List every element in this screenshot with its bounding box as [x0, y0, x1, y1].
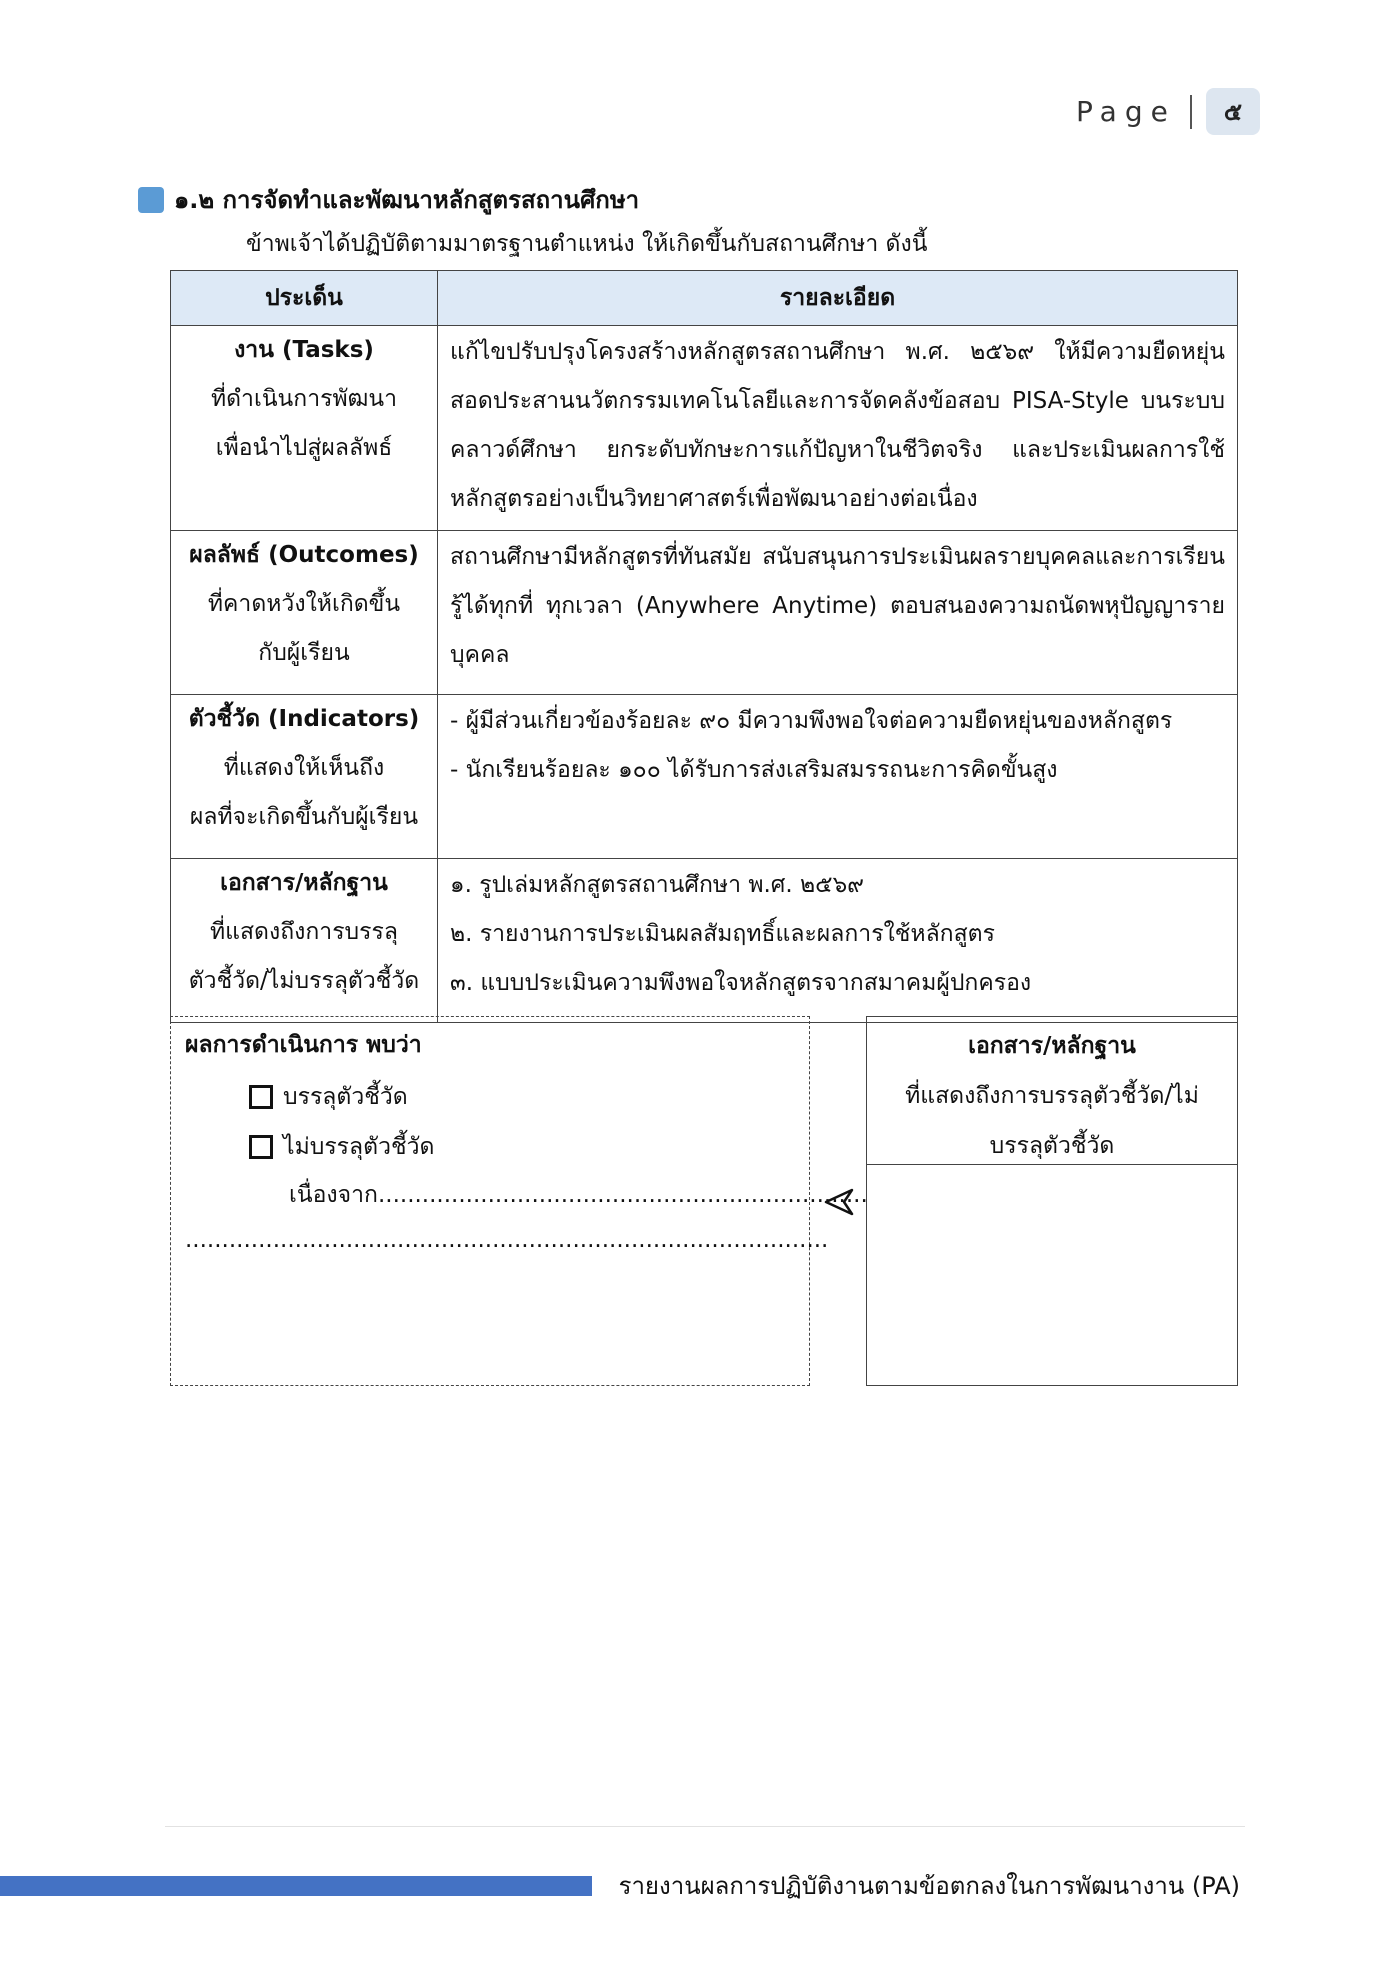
detail-item: ๑. รูปเล่มหลักสูตรสถานศึกษา พ.ศ. ๒๕๖๙: [450, 872, 865, 898]
evidence-header: [867, 1017, 1237, 1165]
topic-cell: [171, 859, 438, 1023]
option-not-achieved[interactable]: [249, 1129, 434, 1165]
reason-continuation-field[interactable]: ........................................................................................: [185, 1227, 829, 1253]
table-row-outcomes: [171, 531, 1238, 695]
topic-line: ตัวชี้วัด/ไม่บรรลุตัวชี้วัด: [188, 968, 420, 994]
footer-accent-bar: [0, 1876, 592, 1896]
detail-item: - นักเรียนร้อยละ ๑๐๐ ได้รับการส่งเสริมสมรรถนะการคิดขั้นสูง: [450, 757, 1058, 783]
topic-line: ผลที่จะเกิดขึ้นกับผู้เรียน: [189, 804, 419, 830]
section-title: [138, 180, 639, 219]
section-bullet-icon: [138, 187, 164, 213]
evidence-subtitle-line: บรรลุตัวชี้วัด: [989, 1133, 1115, 1159]
topic-line: ที่แสดงถึงการบรรลุ: [210, 919, 398, 945]
topic-line: กับผู้เรียน: [258, 640, 350, 666]
evidence-box: [866, 1016, 1238, 1386]
result-title: ผลการดำเนินการ พบว่า: [185, 1032, 422, 1058]
result-box: [170, 1016, 868, 1386]
table-row-indicators: [171, 695, 1238, 859]
topic-cell: [171, 326, 438, 531]
detail-cell: [438, 859, 1238, 1023]
topic-cell: [171, 695, 438, 859]
section-title-text: ๑.๒ การจัดทำและพัฒนาหลักสูตรสถานศึกษา: [174, 186, 640, 214]
topic-title: ตัวชี้วัด (Indicators): [188, 706, 420, 732]
detail-cell: [438, 326, 1238, 531]
arrow-left-icon: [824, 1186, 854, 1226]
achieved-label: บรรลุตัวชี้วัด: [283, 1084, 408, 1110]
evidence-subtitle-line: ที่แสดงถึงการบรรลุตัวชี้วัด/ไม่: [905, 1083, 1199, 1109]
detail-text: แก้ไขปรับปรุงโครงสร้างหลักสูตรสถานศึกษา พ.ศ. ๒๕๖๙ ให้มีความยืดหยุ่น สอดประสานนวัตกรรมเทคโนโลยีและการจัดคลังข้อสอบ PISA-Style บนระบบคลาวด์ศึกษา ยกระดับทักษะการแก้ปัญหาในชีวิตจริง และประเมินผลการใช้หลักสูตรอย่างเป็นวิทยาศาสตร์เพื่อพัฒนาอย่างต่อเนื่อง: [450, 339, 1225, 512]
table-row-evidence: [171, 859, 1238, 1023]
column-header-topic: ประเด็น: [171, 271, 438, 326]
detail-cell: [438, 531, 1238, 695]
topic-title: งาน (Tasks): [234, 337, 374, 363]
section-intro: ข้าพเจ้าได้ปฏิบัติตามมาตรฐานตำแหน่ง ให้เกิดขึ้นกับสถานศึกษา ดังนี้: [246, 231, 928, 257]
page-header: [1076, 88, 1260, 135]
reason-field[interactable]: เนื่องจาก...................................................................: [289, 1182, 868, 1208]
not-achieved-checkbox[interactable]: [249, 1135, 273, 1159]
detail-item: ๓. แบบประเมินความพึงพอใจหลักสูตรจากสมาคมผู้ปกครอง: [450, 970, 1032, 996]
topic-line: เพื่อนำไปสู่ผลลัพธ์: [215, 435, 393, 461]
detail-text: สถานศึกษามีหลักสูตรที่ทันสมัย สนับสนุนการประเมินผลรายบุคคลและการเรียนรู้ได้ทุกที่ ทุกเวลา (Anywhere Anytime) ตอบสนองความถนัดพหุปัญญารายบุคคล: [450, 544, 1225, 668]
page-label: Page: [1076, 95, 1176, 128]
arrow-left-icon-svg: [824, 1187, 854, 1217]
standards-table: [170, 270, 1238, 1023]
topic-title: เอกสาร/หลักฐาน: [220, 870, 388, 896]
column-header-detail: รายละเอียด: [438, 271, 1238, 326]
option-achieved[interactable]: [249, 1079, 408, 1115]
page-number: ๕: [1206, 88, 1260, 135]
footer-text: รายงานผลการปฏิบัติงานตามข้อตกลงในการพัฒนางาน (PA): [618, 1872, 1240, 1900]
topic-cell: [171, 531, 438, 695]
page-separator: [1190, 95, 1192, 129]
footer-divider: [165, 1826, 1245, 1827]
topic-line: ที่คาดหวังให้เกิดขึ้น: [207, 591, 401, 617]
topic-title: ผลลัพธ์ (Outcomes): [189, 542, 419, 568]
not-achieved-label: ไม่บรรลุตัวชี้วัด: [283, 1134, 435, 1160]
achieved-checkbox[interactable]: [249, 1085, 273, 1109]
evidence-title: เอกสาร/หลักฐาน: [968, 1033, 1136, 1059]
table-row-tasks: [171, 326, 1238, 531]
topic-line: ที่ดำเนินการพัฒนา: [210, 386, 398, 412]
detail-item: ๒. รายงานการประเมินผลสัมฤทธิ์และผลการใช้หลักสูตร: [450, 921, 995, 947]
topic-line: ที่แสดงให้เห็นถึง: [223, 755, 385, 781]
detail-item: - ผู้มีส่วนเกี่ยวข้องร้อยละ ๙๐ มีความพึงพอใจต่อความยืดหยุ่นของหลักสูตร: [450, 708, 1173, 734]
detail-cell: [438, 695, 1238, 859]
